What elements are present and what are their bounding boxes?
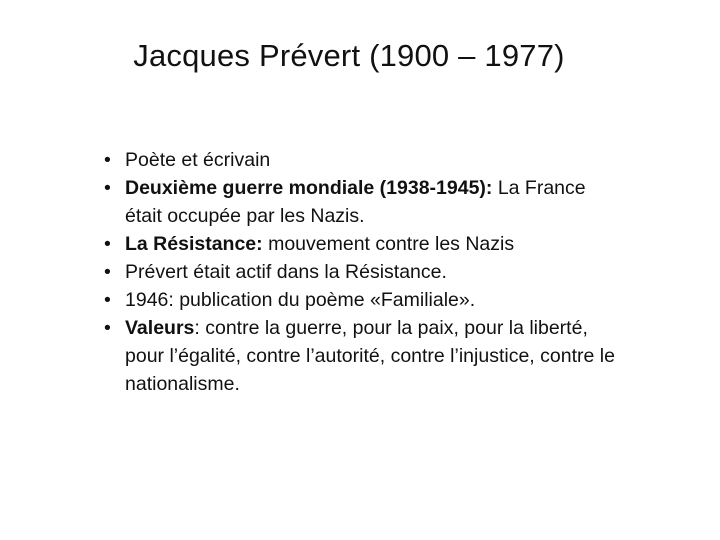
list-item [104, 146, 624, 174]
bullet-bold-text: La Résistance: [125, 233, 263, 255]
bullet-text: mouvement contre les Nazis [262, 233, 515, 255]
bullet-icon: • [104, 233, 111, 255]
bullet-text: : contre la guerre, pour la paix, pour la liberté, pour l’égalité, contre l’autorité, contre l’injustice, contre le nationalisme. [125, 317, 615, 395]
bullet-text: 1946: publication du poème «Familiale». [125, 289, 476, 311]
bullet-icon: • [104, 317, 111, 339]
list-item [104, 258, 624, 286]
list-item [104, 230, 624, 258]
bullet-text: La France était occupée par les Nazis. [125, 177, 586, 227]
list-item [104, 286, 624, 314]
bullet-icon: • [104, 177, 111, 199]
list-item [104, 314, 624, 398]
bullet-list [104, 146, 624, 398]
bullet-text: Poète et écrivain [125, 149, 271, 171]
slide-title: Jacques Prévert (1900 – 1977) [133, 38, 565, 73]
bullet-bold-text: Deuxième guerre mondiale (1938-1945): [125, 177, 493, 199]
bullet-icon: • [104, 261, 111, 283]
bullet-icon: • [104, 289, 111, 311]
bullet-icon: • [104, 149, 111, 171]
bullet-bold-text: Valeurs [125, 317, 195, 339]
bullet-text: Prévert était actif dans la Résistance. [125, 261, 447, 283]
list-item [104, 174, 624, 230]
